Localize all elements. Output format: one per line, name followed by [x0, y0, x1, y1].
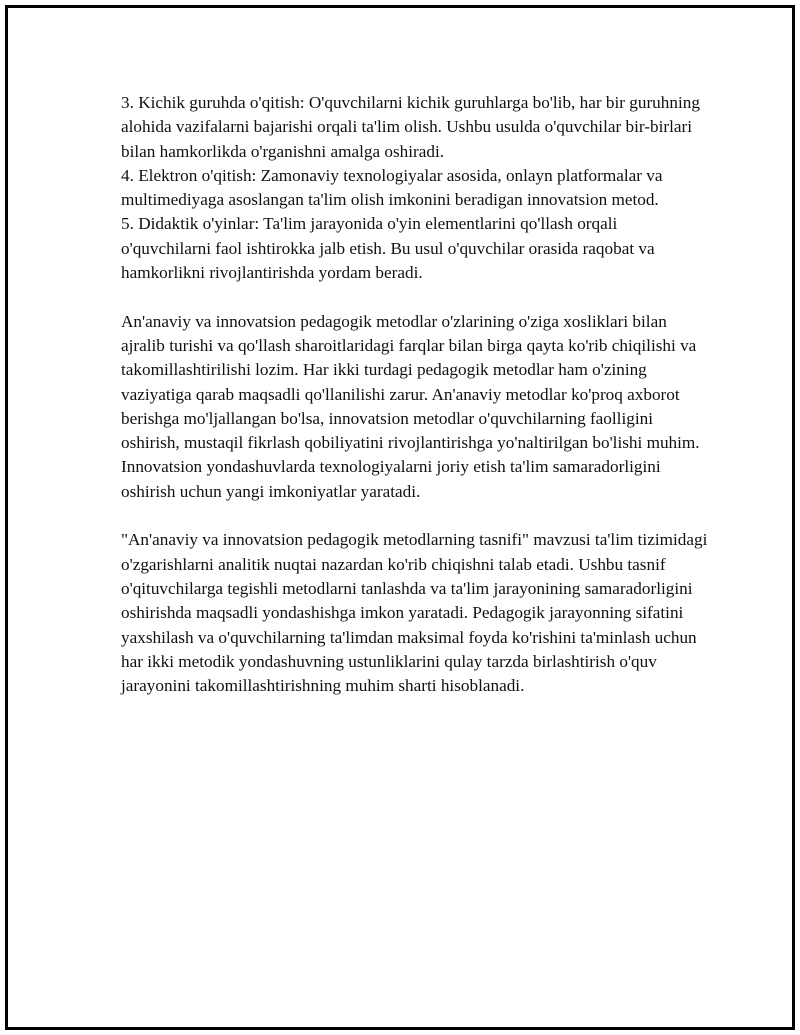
paragraph-methods-comparison: An'anaviy va innovatsion pedagogik metodlar o'zlarining o'ziga xosliklari bilan ajralib turishi va qo'llash sharoitlaridagi farqlar bilan birga qayta ko'rib chiqilishi va takomillashtirilishi lozim. Har ikki turdagi pedagogik metodlar ham o'zining vaziyatiga qarab maqsadli qo'llanilishi zarur. An'anaviy metodlar ko'proq axborot berishga mo'ljallangan bo'lsa, innovatsion metodlar o'quvchilarning faolligini oshirish, mustaqil fikrlash qobiliyatini rivojlantirishga yo'naltirilgan bo'lishi muhim. Innovatsion yondashuvlarda texnologiyalarni joriy etish ta'lim samaradorligini oshirish uchun yangi imkoniyatlar yaratadi.: [121, 311, 700, 501]
list-item-kichik-guruhda: 3. Kichik guruhda o'qitish: O'quvchilarni kichik guruhlarga bo'lib, har bir guruhning alohida vazifalarni bajarishi orqali ta'lim olish. Ushbu usulda o'quvchilar bir-birlari bilan hamkorlikda o'rganishni amalga oshiradi.: [121, 93, 700, 161]
paragraph-spacer: [121, 285, 711, 309]
list-item-elektron-oqitish: 4. Elektron o'qitish: Zamonaviy texnologiyalar asosida, onlayn platformalar va multimediyaga asoslangan ta'lim olish imkonini beradigan innovatsion metod.: [121, 165, 663, 210]
document-body: [121, 91, 711, 698]
paragraph-spacer: [121, 504, 711, 528]
list-item-didaktik-oyinlar: 5. Didaktik o'yinlar: Ta'lim jarayonida o'yin elementlarini qo'llash orqali o'quvchilarni faol ishtirokka jalb etish. Bu usul o'quvchilar orasida raqobat va hamkorlikni rivojlantirishda yordam beradi.: [121, 214, 655, 283]
paragraph-conclusion: "An'anaviy va innovatsion pedagogik metodlarning tasnifi" mavzusi ta'lim tizimidagi o'zgarishlarni analitik nuqtai nazardan ko'rib chiqishni talab etadi. Ushbu tasnif o'qituvchilarga tegishli metodlarni tanlashda va ta'lim jarayonining samaradorligini oshirishda maqsadli yondashishga imkon yaratadi. Pedagogik jarayonning sifatini yaxshilash va o'quvchilarning ta'limdan maksimal foyda ko'rishini ta'minlash uchun har ikki metodik yondashuvning ustunliklarini qulay tarzda birlashtirish o'quv jarayonini takomillashtirishning muhim sharti hisoblanadi.: [121, 530, 708, 696]
page-frame: [5, 5, 795, 1030]
